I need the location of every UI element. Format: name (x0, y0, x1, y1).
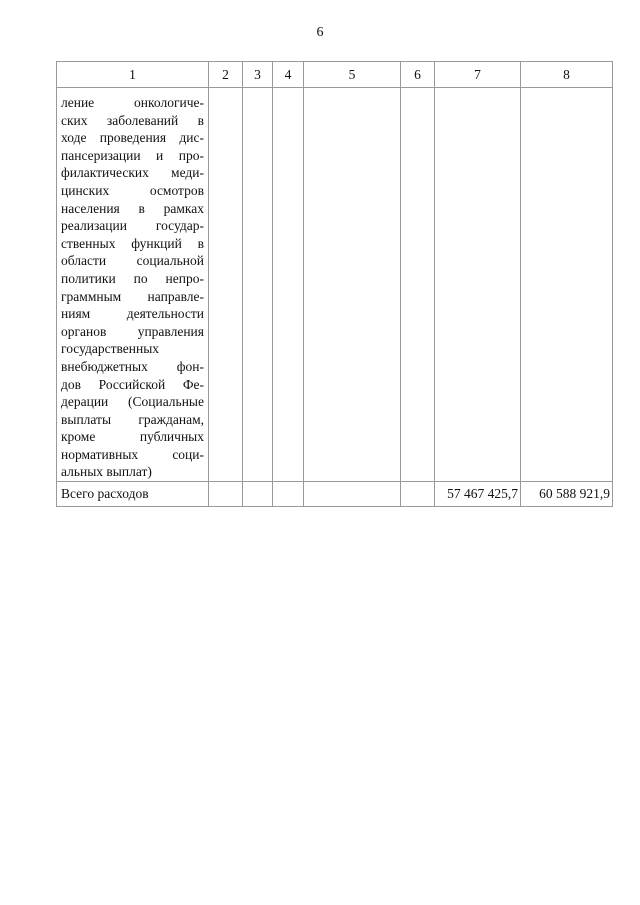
header-cell: 3 (243, 62, 273, 88)
header-cell: 7 (435, 62, 521, 88)
description-line: области социальной (61, 253, 204, 269)
description-line: ниям деятельности (61, 306, 204, 322)
description-line: ственных функций в (61, 235, 204, 251)
description-line: граммным направле- (61, 288, 204, 304)
description-line: альных выплат) (61, 464, 152, 480)
description-line: пансеризации и про- (61, 147, 204, 163)
total-row (57, 482, 613, 507)
header-cell: 1 (57, 62, 209, 88)
description-line: ских заболеваний в (61, 112, 204, 128)
description-line: государственных (61, 341, 160, 357)
description-line: цинских осмотров (61, 182, 204, 198)
header-row (57, 62, 613, 88)
total-label: Всего расходов (57, 482, 209, 507)
description-line: политики по непро- (61, 270, 204, 286)
description-line: реализации государ- (61, 218, 204, 234)
total-col8: 60 588 921,9 (521, 482, 613, 507)
description-line: филактических меди- (61, 165, 204, 181)
description-line: внебюджетных фон- (61, 358, 204, 374)
description-line: дерации (Социальные (61, 394, 204, 410)
table-row (57, 88, 613, 482)
header-cell: 8 (521, 62, 613, 88)
header-cell: 5 (304, 62, 401, 88)
budget-table (56, 61, 613, 507)
description-line: ходе проведения дис- (61, 130, 204, 146)
header-cell: 6 (401, 62, 435, 88)
header-cell: 2 (209, 62, 243, 88)
description-line: кроме публичных (61, 429, 204, 445)
description-line: населения в рамках (61, 200, 204, 216)
description-line: органов управления (61, 323, 204, 339)
description-line: ление онкологиче- (61, 95, 204, 110)
page-number: 6 (316, 25, 324, 40)
header-cell: 4 (273, 62, 304, 88)
description-line: нормативных соци- (61, 446, 204, 462)
total-col7: 57 467 425,7 (435, 482, 521, 507)
description-line: выплаты гражданам, (61, 411, 204, 427)
description-cell (57, 88, 209, 482)
description-line: дов Российской Фе- (61, 376, 204, 392)
